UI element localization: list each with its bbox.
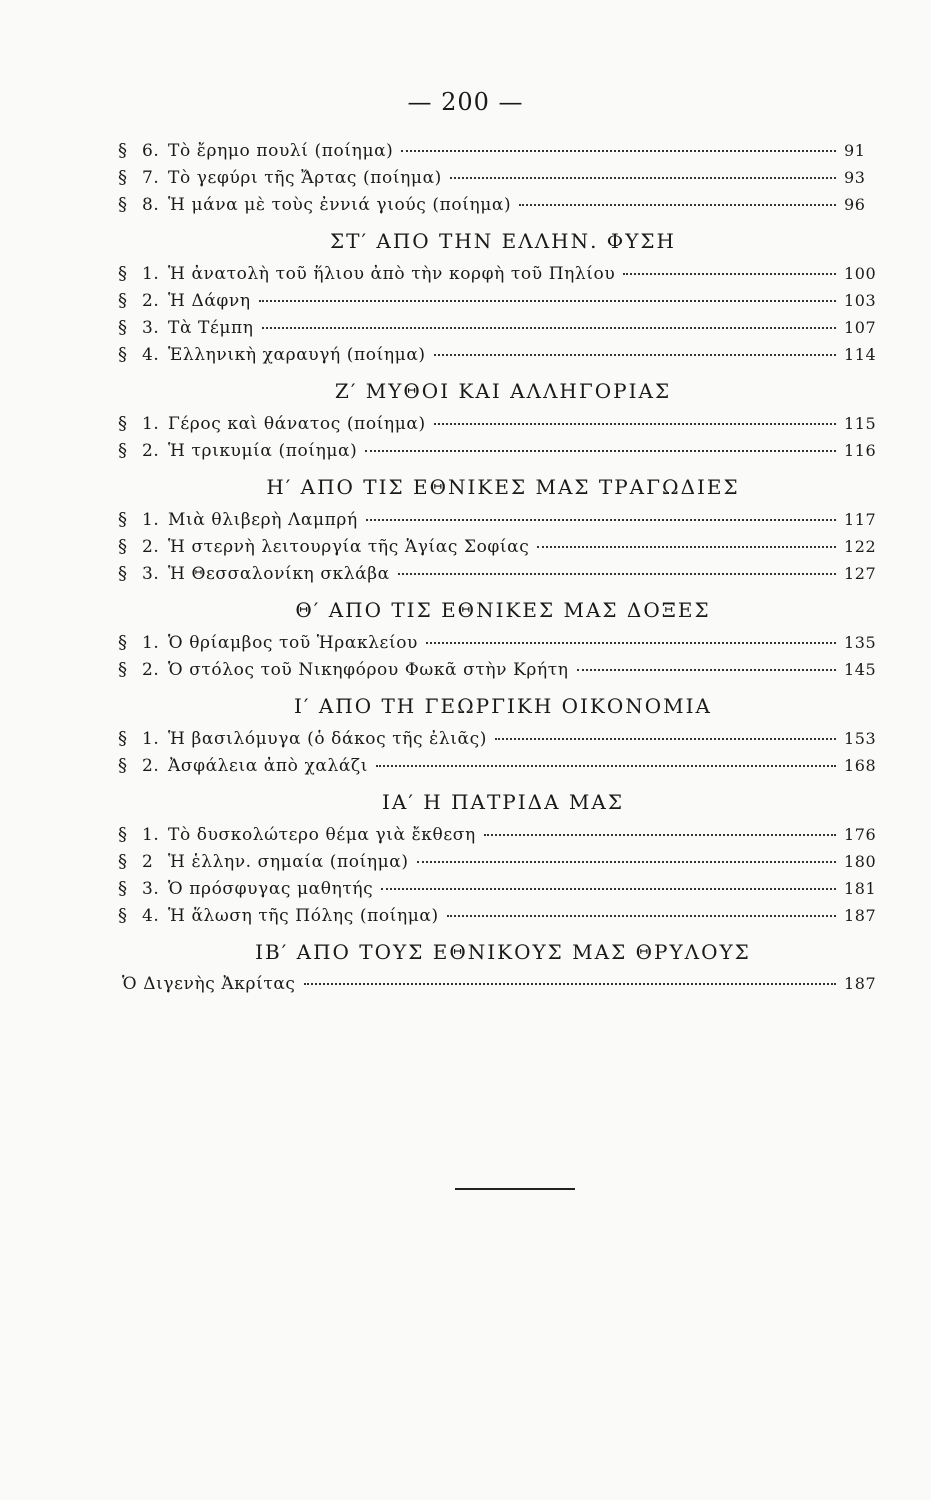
section-heading: Η′ ΑΠΟ ΤΙΣ ΕΘΝΙΚΕΣ ΜΑΣ ΤΡΑΓΩΔΙΕΣ bbox=[266, 475, 740, 499]
entry-title: Ἡ βασιλόμυγα (ὁ δάκος τῆς ἐλιᾶς) bbox=[168, 729, 487, 749]
entry-number: 1. bbox=[142, 825, 160, 845]
toc-entry bbox=[118, 263, 888, 290]
entry-number: 4. bbox=[142, 345, 160, 365]
section-sign: § bbox=[118, 344, 128, 365]
section-sign: § bbox=[118, 317, 128, 338]
dot-leader bbox=[450, 177, 836, 179]
section-sign: § bbox=[118, 194, 128, 215]
section-sign: § bbox=[118, 728, 128, 749]
section-sign: § bbox=[118, 290, 128, 311]
section-sign: § bbox=[118, 536, 128, 557]
toc-entry bbox=[118, 728, 888, 755]
entry-number: 8. bbox=[142, 195, 160, 215]
entry-title: Μιὰ θλιβερὴ Λαμπρή bbox=[168, 510, 358, 530]
toc-entry bbox=[118, 563, 888, 590]
dot-leader bbox=[417, 861, 836, 863]
section-heading: Ζ′ ΜΥΘΟΙ ΚΑΙ ΑΛΛΗΓΟΡΙΑΣ bbox=[334, 379, 672, 403]
section-heading: Ι′ ΑΠΟ ΤΗ ΓΕΩΡΓΙΚΗ ΟΙΚΟΝΟΜΙΑ bbox=[294, 694, 712, 718]
entry-page-number: 115 bbox=[844, 414, 877, 433]
toc-entry bbox=[118, 140, 888, 167]
entry-number: 7. bbox=[142, 168, 160, 188]
toc-entry bbox=[118, 167, 888, 194]
entry-page-number: 122 bbox=[844, 537, 877, 556]
entry-title: Ἡ ἑλλην. σημαία (ποίημα) bbox=[168, 852, 409, 872]
entry-title: Ἀσφάλεια ἀπὸ χαλάζι bbox=[168, 756, 369, 776]
entry-number: 1. bbox=[142, 264, 160, 284]
dot-leader bbox=[381, 888, 836, 890]
section-sign: § bbox=[118, 659, 128, 680]
toc-entry bbox=[118, 632, 888, 659]
entry-page-number: 180 bbox=[844, 852, 877, 871]
entry-number: 2. bbox=[142, 660, 160, 680]
entry-page-number: 181 bbox=[844, 879, 877, 898]
section-heading: ΣΤ′ ΑΠΟ ΤΗΝ ΕΛΛΗΝ. ΦΥΣΗ bbox=[330, 229, 676, 253]
entry-number: 2. bbox=[142, 756, 160, 776]
dot-leader bbox=[259, 300, 836, 302]
entry-number: 1. bbox=[142, 510, 160, 530]
toc-entry bbox=[118, 974, 888, 1001]
entry-title: Ὁ πρόσφυγας μαθητής bbox=[168, 879, 374, 899]
entry-page-number: 116 bbox=[844, 441, 877, 460]
entry-page-number: 114 bbox=[844, 345, 877, 364]
entry-title: Ἡ ἀνατολὴ τοῦ ἥλιου ἀπὸ τὴν κορφὴ τοῦ Πηλίου bbox=[168, 264, 616, 284]
toc-entry bbox=[118, 194, 888, 221]
section-sign: § bbox=[118, 851, 128, 872]
section-sign: § bbox=[118, 509, 128, 530]
toc-entry bbox=[118, 755, 888, 782]
dot-leader bbox=[366, 519, 836, 521]
dot-leader bbox=[434, 354, 836, 356]
toc-entry bbox=[118, 413, 888, 440]
entry-title: Τὸ γεφύρι τῆς Ἄρτας (ποίημα) bbox=[168, 168, 442, 188]
toc-entry bbox=[118, 905, 888, 932]
entry-page-number: 187 bbox=[844, 906, 877, 925]
section-sign: § bbox=[118, 905, 128, 926]
toc-entry bbox=[118, 440, 888, 467]
section-heading: Θ′ ΑΠΟ ΤΙΣ ΕΘΝΙΚΕΣ ΜΑΣ ΔΟΞΕΣ bbox=[295, 598, 711, 622]
toc-entry bbox=[118, 659, 888, 686]
entry-title: Ἡ μάνα μὲ τοὺς ἐννιά γιούς (ποίημα) bbox=[168, 195, 512, 215]
entry-page-number: 168 bbox=[844, 756, 877, 775]
section-sign: § bbox=[118, 413, 128, 434]
entry-number: 6. bbox=[142, 141, 160, 161]
dot-leader bbox=[365, 450, 836, 452]
entry-page-number: 103 bbox=[844, 291, 877, 310]
entry-title: Τὸ δυσκολώτερο θέμα γιὰ ἔκθεση bbox=[168, 825, 476, 845]
page-number: — 200 — bbox=[407, 88, 524, 116]
entry-page-number: 153 bbox=[844, 729, 877, 748]
entry-page-number: 176 bbox=[844, 825, 877, 844]
toc-entry bbox=[118, 509, 888, 536]
end-rule bbox=[455, 1188, 575, 1190]
entry-page-number: 96 bbox=[844, 195, 866, 214]
section-sign: § bbox=[118, 632, 128, 653]
entry-number: 3. bbox=[142, 318, 160, 338]
entry-page-number: 107 bbox=[844, 318, 877, 337]
entry-title: Ὁ θρίαμβος τοῦ Ἡρακλείου bbox=[168, 633, 418, 653]
entry-title: Γέρος καὶ θάνατος (ποίημα) bbox=[168, 414, 426, 434]
entry-number: 1. bbox=[142, 414, 160, 434]
toc-entry bbox=[118, 851, 888, 878]
entry-title: Ἡ Δάφνη bbox=[168, 291, 251, 311]
section-sign: § bbox=[118, 167, 128, 188]
section-heading: ΙΑ′ Η ΠΑΤΡΙΔΑ ΜΑΣ bbox=[382, 790, 624, 814]
entry-title: Ἡ στερνὴ λειτουργία τῆς Ἁγίας Σοφίας bbox=[168, 537, 530, 557]
section-sign: § bbox=[118, 755, 128, 776]
table-of-contents bbox=[118, 140, 888, 1001]
dot-leader bbox=[434, 423, 836, 425]
dot-leader bbox=[426, 642, 836, 644]
entry-page-number: 145 bbox=[844, 660, 877, 679]
section-sign: § bbox=[118, 824, 128, 845]
dot-leader bbox=[262, 327, 836, 329]
section-sign: § bbox=[118, 263, 128, 284]
section-sign: § bbox=[118, 563, 128, 584]
section-sign: § bbox=[118, 878, 128, 899]
entry-title: Ἑλληνικὴ χαραυγή (ποίημα) bbox=[168, 345, 426, 365]
toc-entry bbox=[118, 317, 888, 344]
entry-title: Ὁ Διγενὴς Ἀκρίτας bbox=[122, 974, 296, 994]
entry-page-number: 127 bbox=[844, 564, 877, 583]
section-heading: ΙΒ′ ΑΠΟ ΤΟΥΣ ΕΘΝΙΚΟΥΣ ΜΑΣ ΘΡΥΛΟΥΣ bbox=[255, 940, 751, 964]
toc-entry bbox=[118, 344, 888, 371]
toc-entry bbox=[118, 824, 888, 851]
entry-title: Τὰ Τέμπη bbox=[168, 318, 254, 338]
entry-title: Ἡ τρικυμία (ποίημα) bbox=[168, 441, 358, 461]
dot-leader bbox=[537, 546, 836, 548]
toc-entry bbox=[118, 878, 888, 905]
entry-number: 2 bbox=[142, 852, 154, 872]
entry-number: 3. bbox=[142, 564, 160, 584]
dot-leader bbox=[398, 573, 836, 575]
toc-entry bbox=[118, 536, 888, 563]
entry-page-number: 135 bbox=[844, 633, 877, 652]
dot-leader bbox=[484, 834, 836, 836]
entry-number: 2. bbox=[142, 441, 160, 461]
section-sign: § bbox=[118, 140, 128, 161]
toc-entry bbox=[118, 290, 888, 317]
entry-page-number: 117 bbox=[844, 510, 877, 529]
entry-title: Τὸ ἔρημο πουλί (ποίημα) bbox=[168, 141, 394, 161]
entry-page-number: 187 bbox=[844, 974, 877, 993]
entry-number: 1. bbox=[142, 729, 160, 749]
entry-title: Ἡ Θεσσαλονίκη σκλάβα bbox=[168, 564, 390, 584]
entry-number: 1. bbox=[142, 633, 160, 653]
dot-leader bbox=[577, 669, 836, 671]
dot-leader bbox=[495, 738, 836, 740]
dot-leader bbox=[376, 765, 836, 767]
entry-title: Ἡ ἅλωση τῆς Πόλης (ποίημα) bbox=[168, 906, 439, 926]
entry-number: 2. bbox=[142, 537, 160, 557]
dot-leader bbox=[447, 915, 836, 917]
entry-number: 3. bbox=[142, 879, 160, 899]
section-sign: § bbox=[118, 440, 128, 461]
dot-leader bbox=[519, 204, 836, 206]
dot-leader bbox=[401, 150, 836, 152]
entry-number: 2. bbox=[142, 291, 160, 311]
entry-title: Ὁ στόλος τοῦ Νικηφόρου Φωκᾶ στὴν Κρήτη bbox=[168, 660, 569, 680]
dot-leader bbox=[304, 983, 836, 985]
entry-number: 4. bbox=[142, 906, 160, 926]
entry-page-number: 100 bbox=[844, 264, 877, 283]
entry-page-number: 91 bbox=[844, 141, 866, 160]
dot-leader bbox=[623, 273, 836, 275]
entry-page-number: 93 bbox=[844, 168, 866, 187]
